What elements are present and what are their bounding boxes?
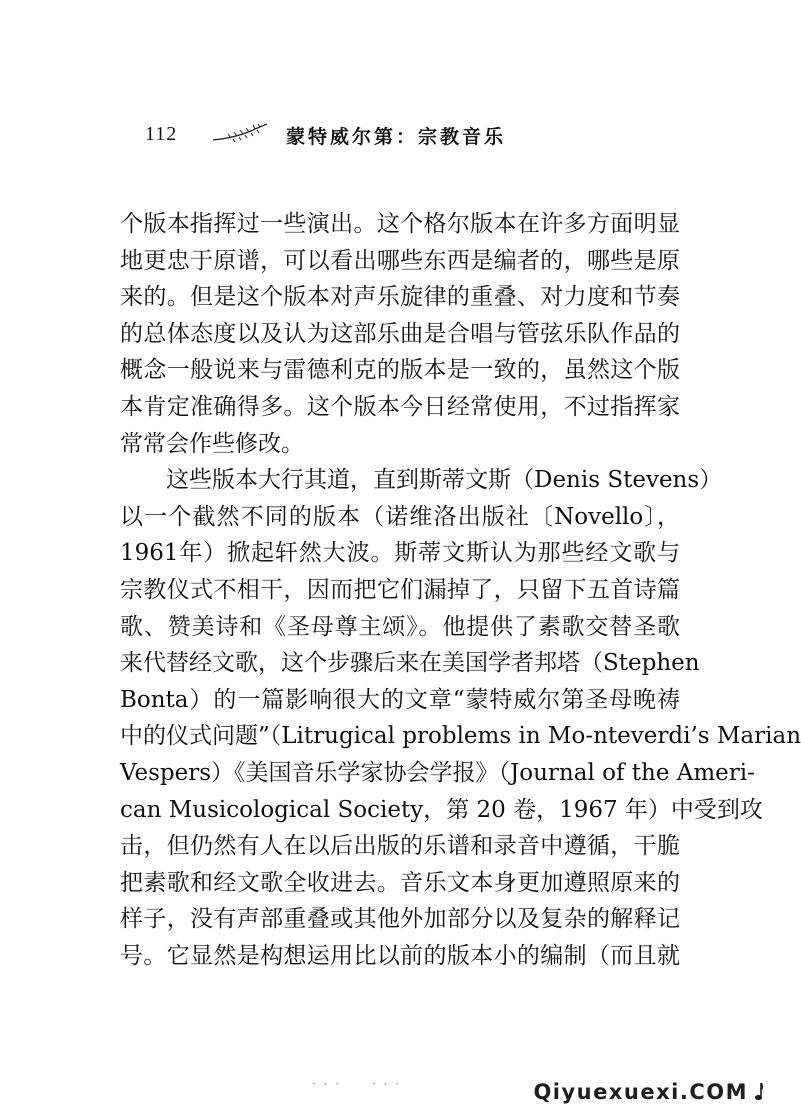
watermark xyxy=(533,1080,764,1104)
text-line: 击，但仍然有人在以后出版的乐谱和录音中遵循，干脆 xyxy=(120,833,680,860)
text-line: 本肯定准确得多。这个版本今日经常使用，不过指挥家 xyxy=(120,393,680,420)
text-line: 的总体态度以及认为这部乐曲是合唱与管弦乐队作品的 xyxy=(120,320,680,347)
text-line: 常常会作些修改。 xyxy=(120,430,304,457)
musical-note-icon xyxy=(754,1082,764,1102)
text-line: 歌、赞美诗和《圣母尊主颂》。他提供了素歌交替圣歌 xyxy=(120,613,680,640)
page-footer xyxy=(0,1060,794,1120)
text-line: 以一个截然不同的版本（诺维洛出版社〔Novello〕， xyxy=(120,503,680,530)
text-line: 来的。但是这个版本对声乐旋律的重叠、对力度和节奏 xyxy=(120,284,680,311)
page-number: 112 xyxy=(145,123,178,145)
text-line: 1961年）掀起轩然大波。斯蒂文斯认为那些经文歌与 xyxy=(120,540,680,567)
text-line: 来代替经文歌，这个步骤后来在美国学者邦塔（Stephen xyxy=(120,650,700,677)
text-line: 中的仪式问题”（Litrugical problems in Mo-nteverdi’s Marian xyxy=(120,723,801,750)
body-text xyxy=(120,206,801,974)
text-line: 把素歌和经文歌全收进去。音乐文本身更加遵照原来的 xyxy=(120,869,680,896)
running-title: 蒙特威尔第：宗教音乐 xyxy=(286,126,507,148)
feather-flourish-icon xyxy=(211,122,269,144)
text-line: can Musicological Society，第 20 卷，1967 年）中受到攻 xyxy=(120,796,763,823)
watermark-text: Qiyuexuexi.COM xyxy=(533,1080,748,1104)
text-line: 个版本指挥过一些演出。这个格尔版本在许多方面明显 xyxy=(120,211,680,237)
text-line: Vespers）《美国音乐学家协会学报》（Journal of the Ameri- xyxy=(120,759,755,786)
text-line: 号。它显然是构想运用比以前的版本小的编制（而且就 xyxy=(120,942,680,969)
footer-dots: · · · xyxy=(372,1077,402,1091)
running-header xyxy=(145,118,565,152)
text-line: Bonta）的一篇影响很大的文章“蒙特威尔第圣母晚祷 xyxy=(120,686,680,713)
footer-dots: · · · xyxy=(312,1077,342,1091)
text-line: 宗教仪式不相干，因而把它们漏掉了，只留下五首诗篇 xyxy=(120,576,680,603)
text-line: 概念一般说来与雷德利克的版本是一致的，虽然这个版 xyxy=(120,357,680,384)
text-line: 地更忠于原谱，可以看出哪些东西是编者的，哪些是原 xyxy=(120,247,680,274)
text-line: 这些版本大行其道，直到斯蒂文斯（Denis Stevens） xyxy=(166,467,723,494)
text-line: 样子，没有声部重叠或其他外加部分以及复杂的解释记 xyxy=(120,906,680,933)
